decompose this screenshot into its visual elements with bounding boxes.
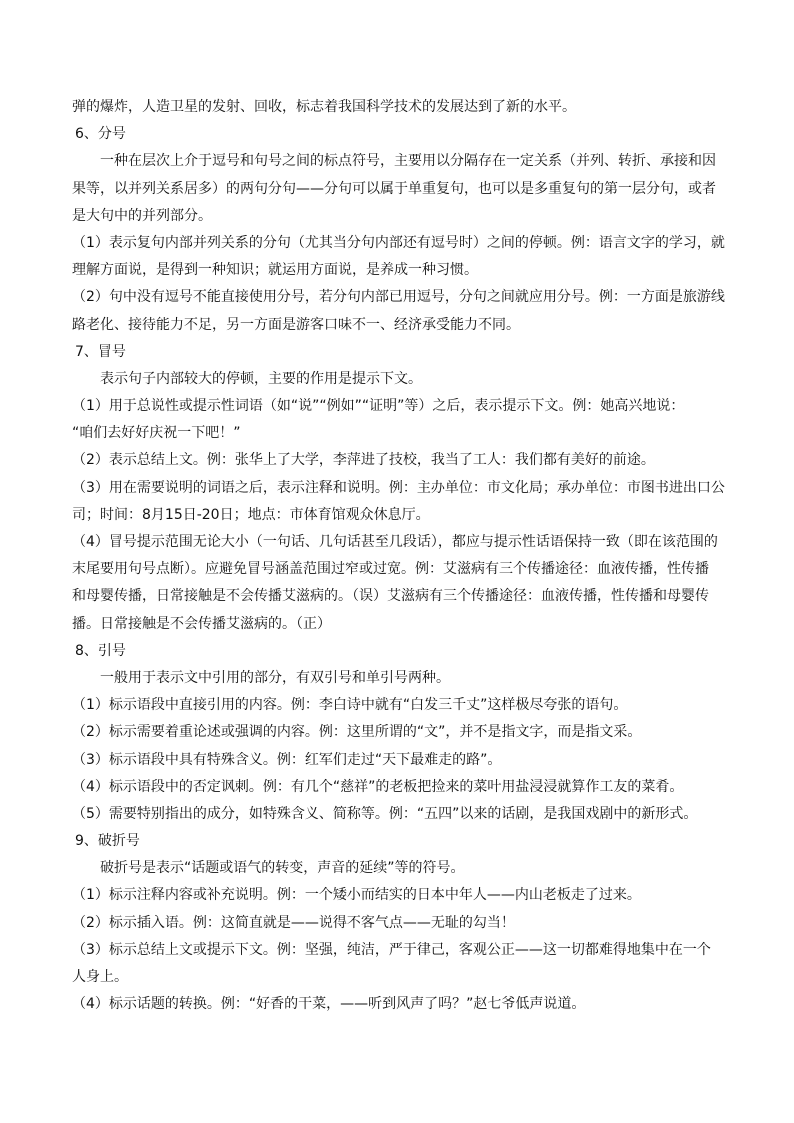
paragraph-line: 路老化、接待能力不足，另一方面是游客口味不一、经济承受能力不同。	[72, 316, 520, 333]
paragraph-line: 是大句中的并列部分。	[72, 207, 212, 224]
section-heading-quotation: 8、引号	[75, 642, 126, 659]
list-item: （1）表示复句内部并列关系的分句（尤其当分句内部还有逗号时）之间的停顿。例：语言文字的学习，就	[72, 234, 725, 251]
list-item: （3）标示语段中具有特殊含义。例：红军们走过“天下最难走的路”。	[72, 751, 502, 768]
paragraph-line: 表示句子内部较大的停顿，主要的作用是提示下文。	[100, 370, 422, 387]
list-item: （1）标示注释内容或补充说明。例：一个矮小而结实的日本中年人——内山老板走了过来。	[72, 887, 641, 904]
list-item: （1）标示语段中直接引用的内容。例：李白诗中就有“白发三千丈”这样极尽夸张的语句。	[72, 697, 628, 714]
list-item: （1）用于总说性或提示性词语（如“说”“例如”“证明”等）之后，表示提示下文。例：她高兴地说：	[72, 398, 685, 415]
paragraph-line: 一种在层次上介于逗号和句号之间的标点符号，主要用以分隔存在一定关系（并列、转折、承接和因	[100, 153, 716, 170]
list-item: （4）标示话题的转换。例：“好香的干菜，——听到风声了吗？”赵七爷低声说道。	[72, 996, 586, 1013]
paragraph-line: 破折号是表示“话题或语气的转变，声音的延续”等的符号。	[100, 860, 465, 877]
list-item: （3）标示总结上文或提示下文。例：坚强，纯洁，严于律己，客观公正——这一切都难得地集中在一个	[72, 941, 711, 958]
list-item: （4）冒号提示范围无论大小（一句话、几句话甚至几段话），都应与提示性话语保持一致（即在该范围的	[72, 534, 718, 550]
section-heading-dash: 9、破折号	[75, 833, 140, 850]
paragraph-line: 果等，以并列关系居多）的两句分句——分句可以属于单重复句，也可以是多重复句的第一层分句，或者	[72, 180, 716, 197]
paragraph-line: 和母婴传播，日常接触是不会传播艾滋病的。（误）艾滋病有三个传播途径：血液传播，性传播和母婴传	[72, 588, 709, 605]
list-item: （2）标示需要着重论述或强调的内容。例：这里所谓的“文”，并不是指文字，而是指文采。	[72, 724, 642, 741]
paragraph-line: 播。日常接触是不会传播艾滋病的。（正）	[72, 615, 331, 632]
paragraph-line: 人身上。	[72, 969, 128, 985]
paragraph-line: 司；时间：8月15日-20日；地点：市体育馆观众休息厅。	[72, 506, 430, 523]
list-item: （4）标示语段中的否定讽刺。例：有几个“慈祥”的老板把捡来的菜叶用盐浸浸就算作工友的菜肴。	[72, 778, 684, 795]
list-item: （2）句中没有逗号不能直接使用分号，若分句内部已用逗号，分句之间就应用分号。例：一方面是旅游线	[72, 289, 725, 306]
paragraph-line: 一般用于表示文中引用的部分，有双引号和单引号两种。	[100, 669, 450, 686]
paragraph-line: 理解方面说，是得到一种知识；就运用方面说，是养成一种习惯。	[72, 262, 478, 279]
paragraph-line: 弹的爆炸，人造卫星的发射、回收，标志着我国科学技术的发展达到了新的水平。	[72, 99, 576, 115]
list-item: （2）表示总结上文。例：张华上了大学，李萍进了技校，我当了工人：我们都有美好的前途。	[72, 452, 655, 469]
paragraph-line: 末尾要用句号点断）。应避免冒号涵盖范围过窄或过宽。例：艾滋病有三个传播途径：血液传播，性传播	[72, 561, 709, 578]
document-page	[72, 94, 732, 1018]
list-item: （3）用在需要说明的词语之后，表示注释和说明。例：主办单位：市文化局；承办单位：市图书进出口公	[72, 479, 725, 496]
list-item: （2）标示插入语。例：这简直就是——说得不客气点——无耻的勾当！	[72, 914, 515, 931]
section-heading-colon: 7、冒号	[75, 343, 126, 360]
section-heading-semicolon: 6、分号	[75, 126, 126, 143]
paragraph-line: “咱们去好好庆祝一下吧！”	[72, 425, 241, 442]
list-item: （5）需要特别指出的成分，如特殊含义、简称等。例：“五四”以来的话剧，是我国戏剧中的新形式。	[72, 805, 698, 822]
